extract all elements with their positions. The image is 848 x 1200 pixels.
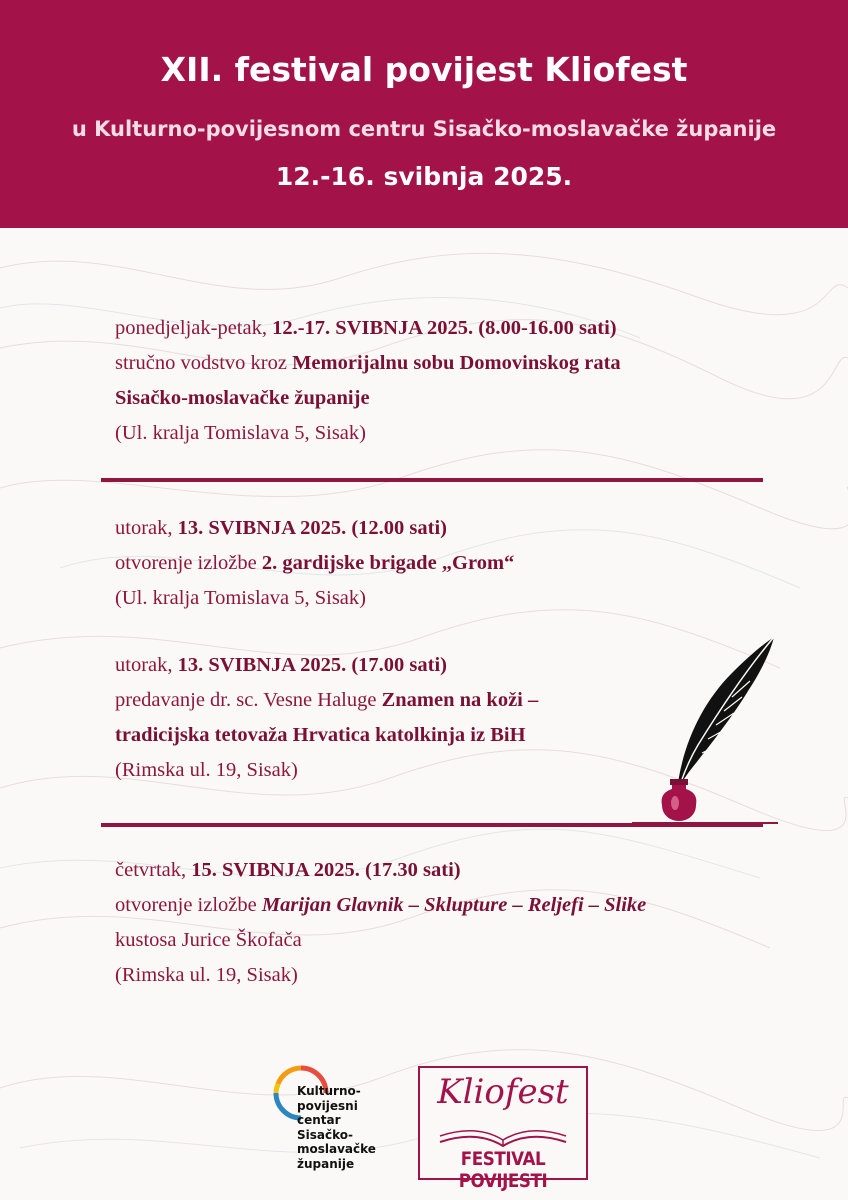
festival-title: XII. festival povijest Kliofest [160, 50, 688, 89]
kpc-line: centar [297, 1113, 341, 1127]
event-3 [115, 648, 538, 788]
header-banner [0, 0, 848, 228]
event-highlight-cont: tradicijska tetovaža Hrvatica katolkinja iz BiH [115, 724, 526, 746]
event-description: stručno vodstvo kroz [115, 352, 293, 374]
festival-subtitle: u Kulturno-povijesnom centru Sisačko-moslavačke županije [71, 117, 777, 141]
event-curator: kustosa Jurice Škofača [115, 929, 302, 951]
kpc-line: Kulturno- [297, 1084, 361, 1098]
event-description: predavanje dr. sc. Vesne Haluge [115, 689, 382, 711]
event-day: utorak, [115, 517, 178, 539]
event-description: otvorenje izložbe [115, 894, 262, 916]
event-highlight: Marijan Glavnik – Sklupture – Reljefi – Slike [261, 894, 647, 916]
event-date-time: 15. SVIBNJA 2025. (17.30 sati) [191, 859, 461, 881]
event-1 [115, 311, 621, 451]
event-date-time: 13. SVIBNJA 2025. (17.00 sati) [177, 654, 447, 676]
event-date-time: 13. SVIBNJA 2025. (12.00 sati) [177, 517, 447, 539]
kliofest-label: FESTIVAL POVIJESTI [458, 1148, 548, 1192]
event-location: (Rimska ul. 19, Sisak) [115, 964, 298, 986]
kpc-line: moslavačke [297, 1142, 376, 1156]
kpc-logo [270, 1062, 400, 1182]
kpc-line: županije [297, 1156, 355, 1171]
section-divider [101, 478, 763, 482]
event-highlight: Memorijalnu sobu Domovinskog rata [292, 352, 621, 374]
section-divider [101, 823, 763, 827]
event-location: (Ul. kralja Tomislava 5, Sisak) [115, 587, 366, 609]
event-2 [115, 511, 514, 616]
kliofest-logo [418, 1066, 588, 1192]
event-description: otvorenje izložbe [115, 552, 262, 574]
event-4 [115, 853, 646, 993]
event-location: (Ul. kralja Tomislava 5, Sisak) [115, 422, 366, 444]
event-day: utorak, [115, 654, 178, 676]
event-date-time: 12.-17. SVIBNJA 2025. (8.00-16.00 sati) [272, 317, 617, 339]
event-day: četvrtak, [115, 859, 192, 881]
event-highlight: Znamen na koži – [381, 689, 539, 711]
event-location: (Rimska ul. 19, Sisak) [115, 759, 298, 781]
kpc-line: povijesni [297, 1098, 358, 1113]
kliofest-script: Kliofest [437, 1072, 569, 1112]
event-day: ponedjeljak-petak, [115, 317, 273, 339]
event-highlight: 2. gardijske brigade „Grom“ [261, 552, 515, 574]
event-highlight-cont: Sisačko-moslavačke županije [115, 387, 370, 409]
quill-inkwell-icon [632, 633, 778, 825]
kpc-line: Sisačko- [297, 1127, 353, 1142]
festival-dates: 12.-16. svibnja 2025. [275, 162, 573, 191]
